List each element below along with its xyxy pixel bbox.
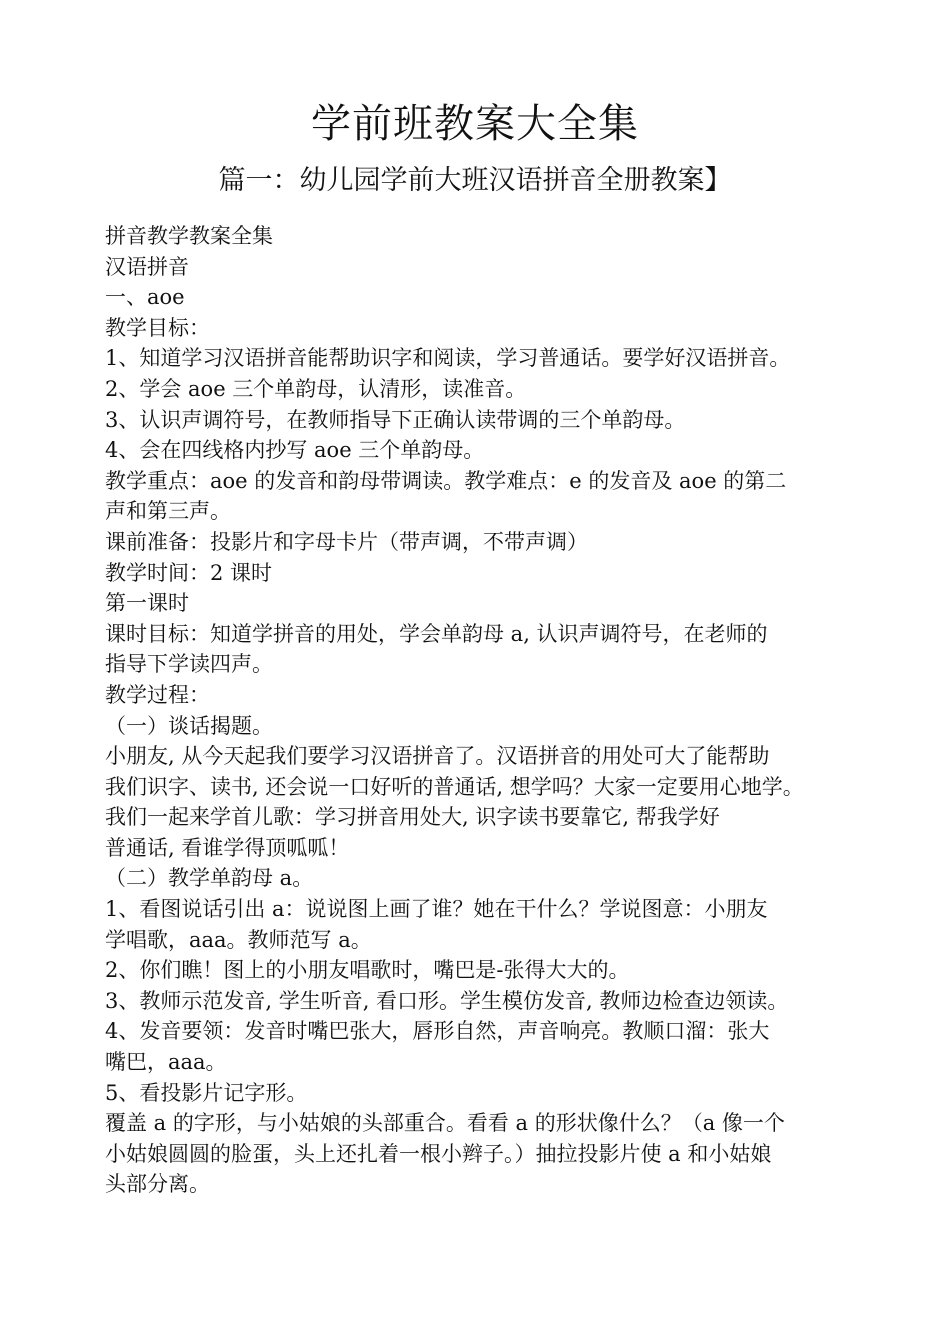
- text-line: 小朋友, 从今天起我们要学习汉语拼音了。汉语拼音的用处可大了能帮助: [105, 744, 770, 769]
- text-line: 4、发音要领：发音时嘴巴张大，唇形自然，声音响亮。教顺口溜：张大: [105, 1019, 770, 1044]
- document-subtitle: 篇一：幼儿园学前大班汉语拼音全册教案】: [218, 165, 732, 196]
- text-line: 小姑娘圆圆的脸蛋，头上还扎着一根小辫子。）抽拉投影片使 a 和小姑娘: [105, 1141, 772, 1166]
- text-line: 我们识字、读书, 还会说一口好听的普通话, 想学吗？大家一定要用心地学。: [105, 774, 804, 799]
- text-line: 指导下学读四声。: [105, 652, 273, 677]
- text-line: 我们一起来学首儿歌：学习拼音用处大, 识字读书要靠它, 帮我学好: [105, 805, 720, 830]
- text-line: 3、认识声调符号，在教师指导下正确认读带调的三个单韵母。: [105, 407, 686, 432]
- text-line: 3、教师示范发音, 学生听音, 看口形。学生模仿发音, 教师边检查边领读。: [105, 988, 789, 1013]
- text-line: （一）谈话揭题。: [105, 713, 273, 738]
- text-line: 1、知道学习汉语拼音能帮助识字和阅读，学习普通话。要学好汉语拼音。: [105, 346, 791, 371]
- text-line: 2、你们瞧！图上的小朋友唱歌时，嘴巴是-张得大大的。: [105, 958, 630, 983]
- text-line: 教学时间：2 课时: [105, 560, 273, 585]
- text-line: 1、看图说话引出 a：说说图上画了谁？她在干什么？学说图意：小朋友: [105, 897, 768, 922]
- text-line: 普通话, 看谁学得顶呱呱！: [105, 835, 350, 860]
- text-line: 学唱歌，aaa。教师范写 a。: [105, 927, 372, 952]
- text-line: 头部分离。: [105, 1172, 210, 1197]
- text-line: 教学目标：: [105, 315, 210, 340]
- text-line: 第一课时: [105, 591, 189, 616]
- text-line: 覆盖 a 的字形，与小姑娘的头部重合。看看 a 的形状像什么？（a 像一个: [105, 1111, 785, 1136]
- text-line: 2、学会 aoe 三个单韵母，认清形，读准音。: [105, 376, 527, 401]
- text-line: 拼音教学教案全集: [105, 224, 273, 248]
- text-line: 嘴巴，aaa。: [105, 1050, 227, 1075]
- text-line: 声和第三声。: [105, 499, 231, 524]
- section-heading: 一、aoe: [105, 285, 185, 310]
- text-line: 课前准备：投影片和字母卡片（带声调，不带声调）: [105, 529, 588, 554]
- text-line: （二）教学单韵母 a。: [105, 866, 314, 891]
- text-line: 4、会在四线格内抄写 aoe 三个单韵母。: [105, 438, 485, 463]
- text-line: 教学重点：aoe 的发音和韵母带调读。教学难点：e 的发音及 aoe 的第二: [105, 468, 787, 493]
- text-line: 教学过程：: [105, 682, 210, 707]
- text-line: 5、看投影片记字形。: [105, 1080, 308, 1105]
- document-title: 学前班教案大全集: [311, 101, 639, 147]
- text-line: 汉语拼音: [105, 254, 189, 279]
- document-body: [105, 221, 905, 1200]
- text-line: 课时目标：知道学拼音的用处，学会单韵母 a, 认识声调符号，在老师的: [105, 621, 768, 646]
